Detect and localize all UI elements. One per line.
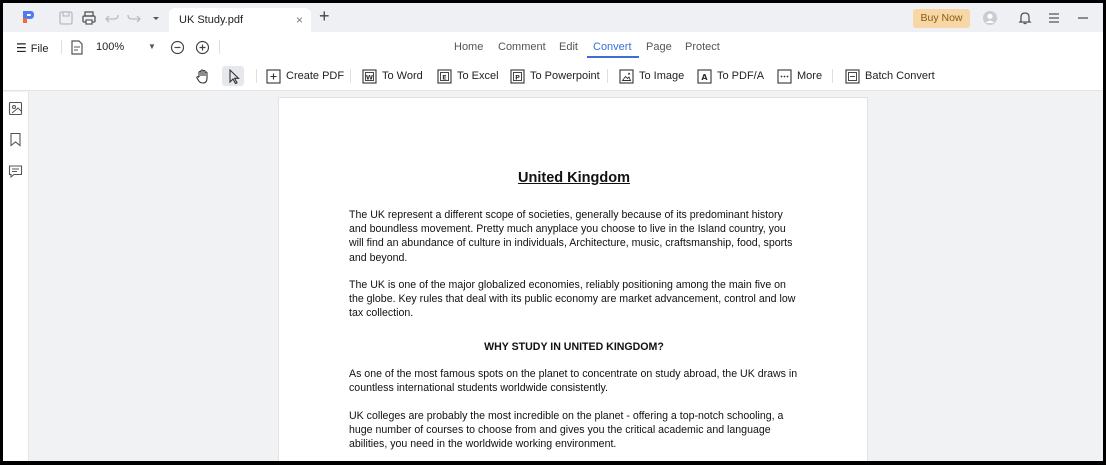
pdf-page[interactable] [278, 97, 868, 461]
file-menu[interactable] [16, 41, 49, 55]
to-powerpoint-button[interactable] [509, 66, 600, 86]
undo-icon[interactable] [104, 10, 120, 26]
menu-hamburger-icon[interactable] [1046, 10, 1062, 26]
batch-convert-label: Batch Convert [865, 70, 935, 82]
comments-icon[interactable] [8, 164, 23, 179]
document-tab[interactable] [169, 8, 311, 33]
to-pdfa-button[interactable] [696, 66, 764, 86]
app-logo-icon [20, 9, 36, 25]
notification-bell-icon[interactable] [1017, 10, 1033, 26]
left-sidebar [3, 92, 29, 461]
zoom-dropdown-icon[interactable]: ▼ [148, 42, 156, 51]
menu-bar [3, 32, 1103, 61]
create-pdf-icon [265, 68, 282, 85]
section-heading: WHY STUDY IN UNITED KINGDOM? [484, 341, 664, 353]
more-icon [776, 68, 793, 85]
minimize-icon[interactable] [1075, 10, 1091, 26]
to-image-label: To Image [639, 70, 685, 82]
file-menu-label: File [30, 43, 49, 55]
powerpoint-icon [509, 68, 526, 85]
svg-text:W: W [365, 72, 374, 81]
to-excel-label: To Excel [457, 70, 499, 82]
zoom-out-icon[interactable] [170, 40, 185, 55]
bookmark-icon[interactable] [8, 132, 23, 147]
to-excel-button[interactable] [436, 66, 499, 86]
buy-now-button[interactable]: Buy Now [913, 9, 970, 28]
create-pdf-button[interactable] [265, 66, 344, 86]
paragraph-3: As one of the most famous spots on the planet to concentrate on study abroad, the UK draws in countless international students worldwide consistently. [349, 368, 798, 395]
divider [219, 40, 220, 54]
select-tool-button[interactable] [222, 66, 244, 86]
save-icon[interactable] [58, 10, 74, 26]
title-bar [3, 3, 1103, 32]
batch-convert-button[interactable] [844, 66, 935, 86]
image-icon [618, 68, 635, 85]
document-title: United Kingdom [518, 170, 630, 186]
paragraph-2: The UK is one of the major globalized economies, reliably positioning among the main five on the globe. Key rules that deal with its public economy are market advancement, control and low tax collection. [349, 279, 796, 320]
print-icon[interactable] [81, 10, 97, 26]
svg-text:P: P [515, 72, 520, 81]
thumbnails-icon[interactable] [8, 101, 23, 116]
tab-home[interactable]: Home [454, 41, 484, 53]
paragraph-4: UK colleges are probably the most incredible on the planet - offering a top-notch schooling, a huge number of courses to choose from and gives you the critical academic and language abilities, you need in the worldwide working environment. [349, 410, 784, 451]
svg-text:A: A [701, 72, 708, 82]
to-powerpoint-label: To Powerpoint [530, 70, 600, 82]
divider [350, 69, 351, 83]
pdfa-icon [696, 68, 713, 85]
to-word-button[interactable] [361, 66, 423, 86]
tab-comment[interactable]: Comment [498, 41, 546, 53]
quick-access-dropdown-icon[interactable] [148, 10, 164, 26]
tab-edit[interactable]: Edit [559, 41, 578, 53]
svg-text:E: E [442, 72, 447, 81]
redo-icon[interactable] [126, 10, 142, 26]
hand-icon [194, 68, 211, 85]
excel-icon [436, 68, 453, 85]
word-icon [361, 68, 378, 85]
page-view-icon[interactable] [70, 40, 84, 55]
tab-page[interactable]: Page [646, 41, 672, 53]
convert-toolbar [3, 61, 1103, 91]
file-menu-icon: ☰ [16, 41, 27, 55]
account-avatar-icon[interactable] [982, 10, 998, 26]
to-word-label: To Word [382, 70, 423, 82]
batch-convert-icon [844, 68, 861, 85]
divider [607, 69, 608, 83]
create-pdf-label: Create PDF [286, 70, 345, 82]
active-tab-indicator [587, 56, 639, 58]
new-tab-icon[interactable]: + [319, 6, 330, 26]
more-label: More [797, 70, 823, 82]
document-tab-title: UK Study.pdf [179, 14, 243, 26]
divider [832, 69, 833, 83]
to-pdfa-label: To PDF/A [717, 70, 765, 82]
paragraph-1: The UK represent a different scope of societies, generally because of its predominant history and boundless movement. Pretty much anyplace you choose to live in the Island country, you will find an abundance of culture in individuals, Architecture, music, craftsmanship, food, sports and beyond. [349, 209, 793, 264]
cursor-arrow-icon [225, 68, 242, 85]
to-image-button[interactable] [618, 66, 684, 86]
hand-tool-button[interactable] [194, 66, 211, 86]
zoom-level-value[interactable]: 100% [96, 41, 125, 53]
zoom-in-icon[interactable] [195, 40, 210, 55]
app-window [3, 3, 1103, 461]
divider [61, 40, 62, 54]
more-button[interactable] [776, 66, 822, 86]
tab-protect[interactable]: Protect [685, 41, 720, 53]
divider [256, 69, 257, 83]
close-tab-icon[interactable]: × [295, 13, 303, 27]
tab-convert[interactable]: Convert [593, 41, 632, 53]
